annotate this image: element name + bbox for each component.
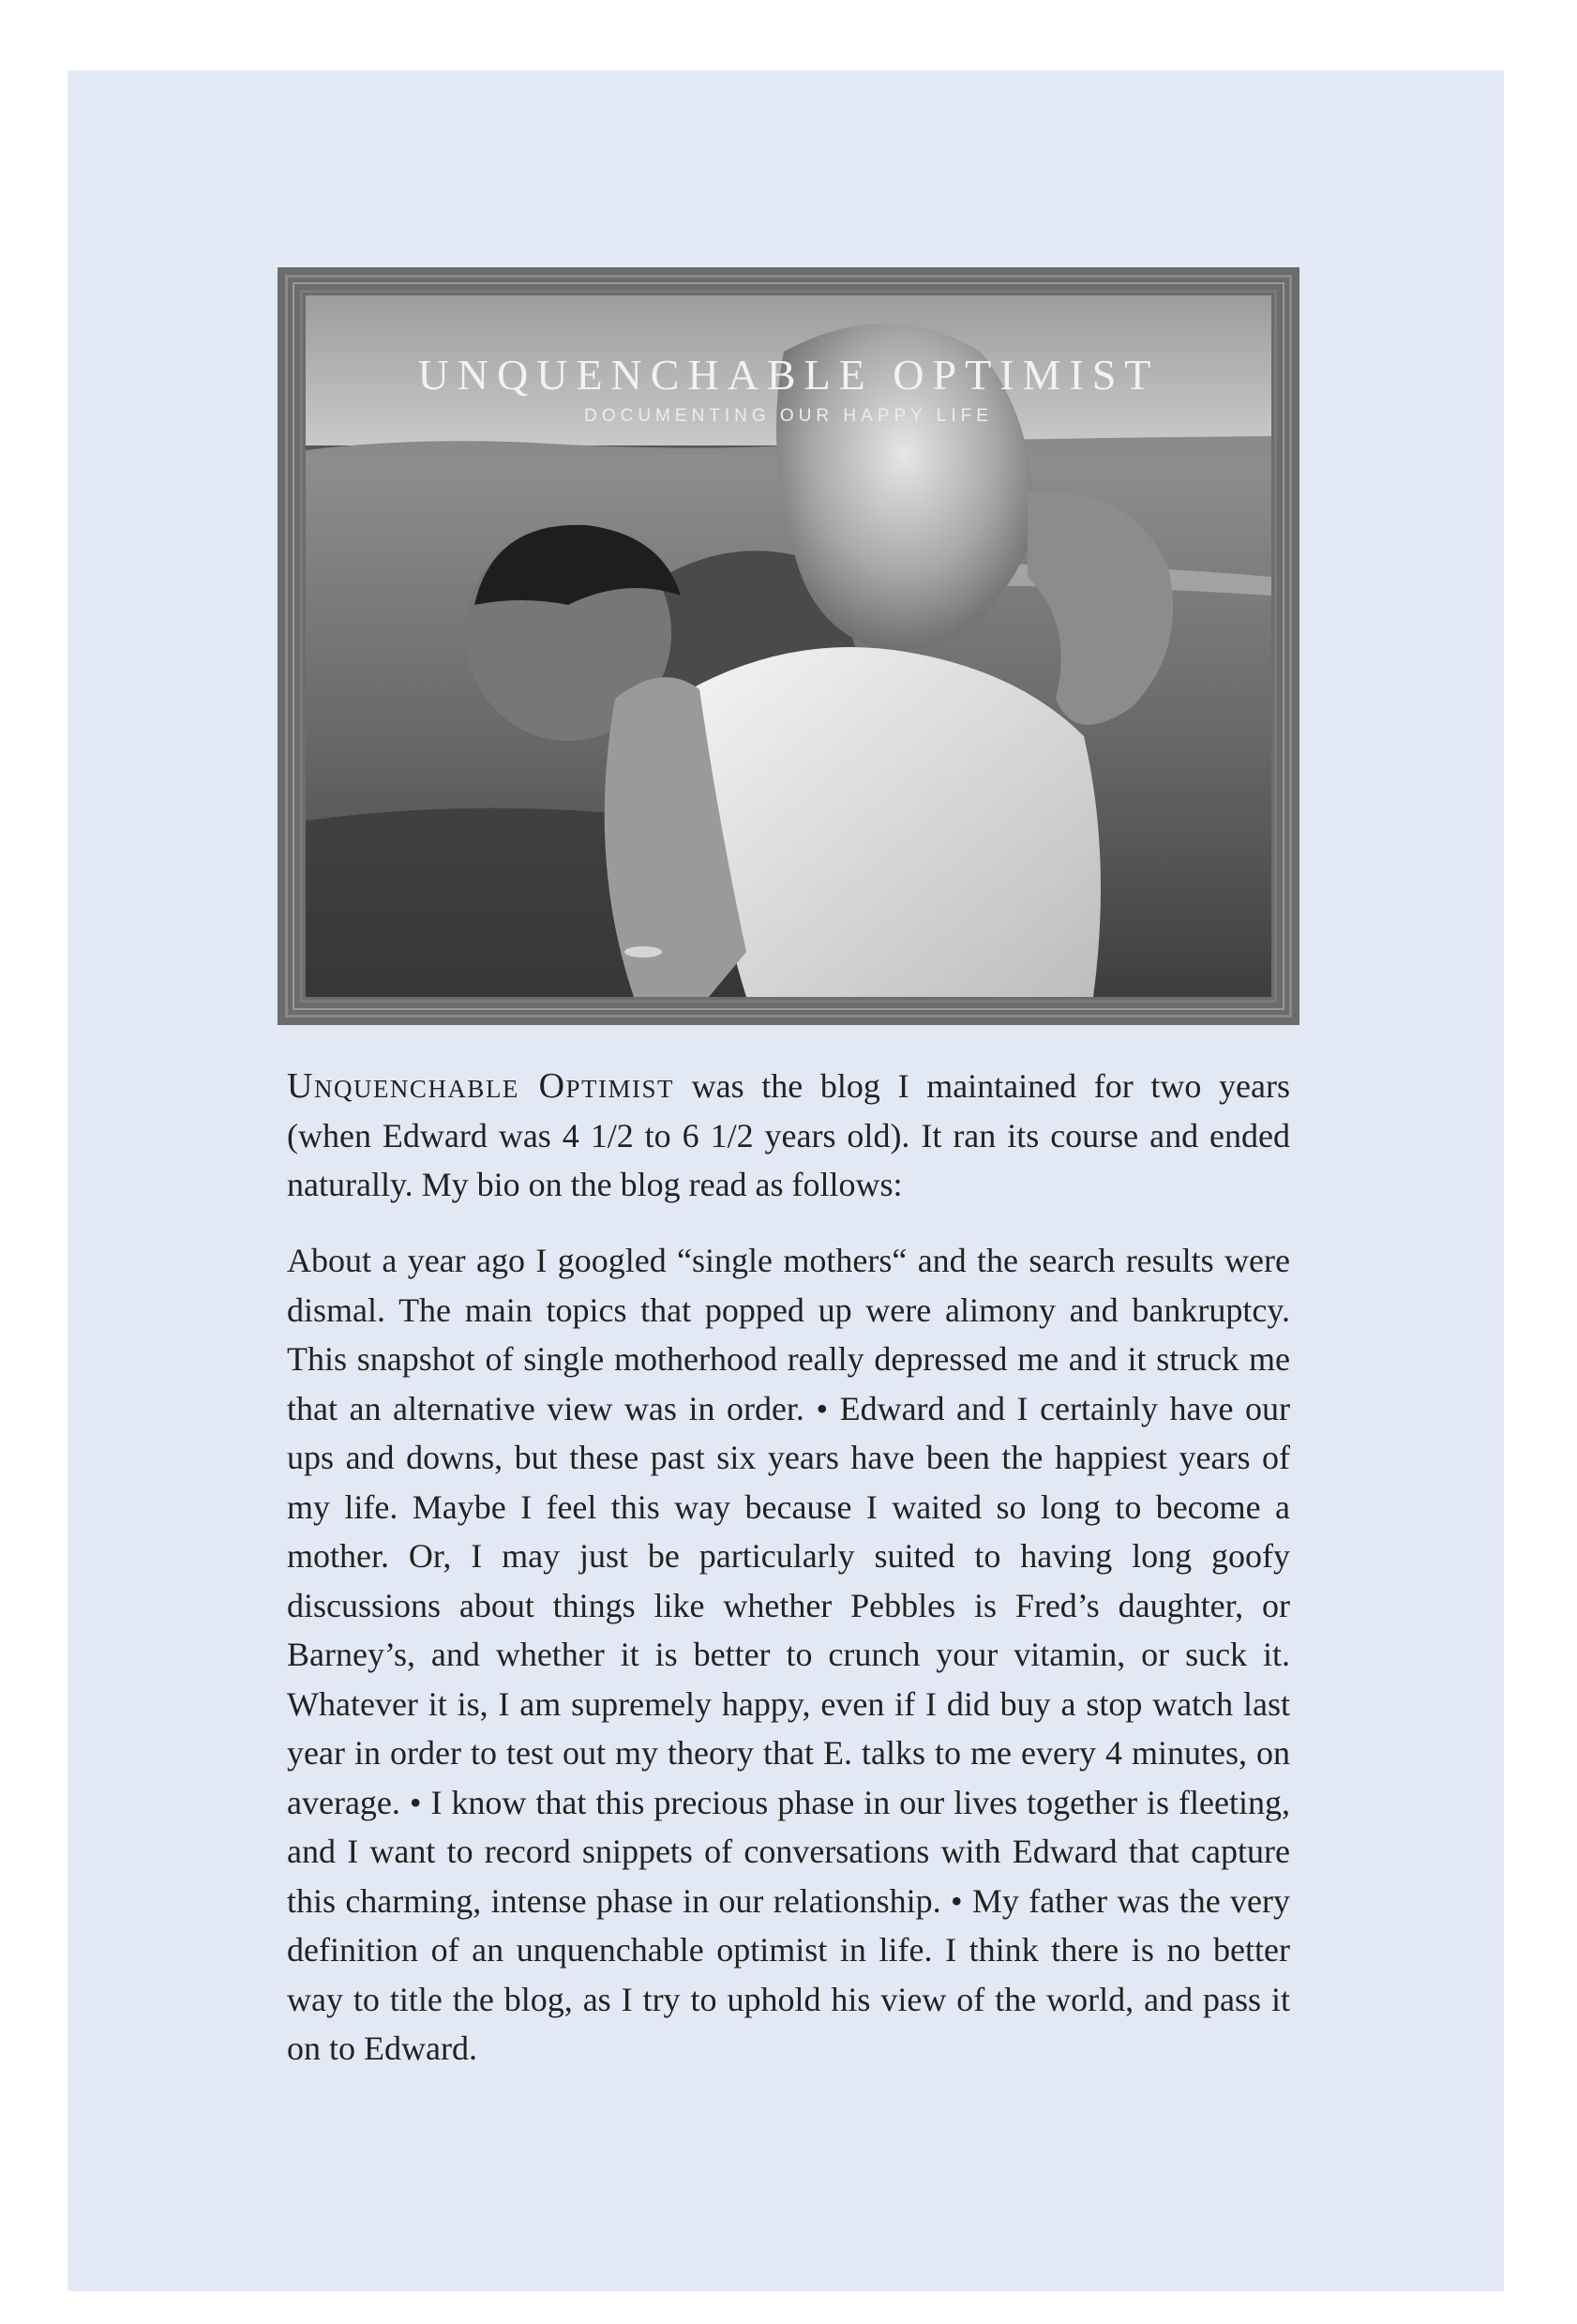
intro-text: was the blog I maintained for two years (when Edward was 4 1/2 to 6 1/2 years old). It ran its course and ended naturally. My bio on the blog read as follows: xyxy=(287,1067,1290,1203)
blog-header-tagline: DOCUMENTING OUR HAPPY LIFE xyxy=(584,406,993,426)
blog-name: Unquenchable Optimist xyxy=(287,1066,675,1106)
photo-frame xyxy=(278,267,1299,1025)
blog-header-title: UNQUENCHABLE OPTIMIST xyxy=(417,351,1160,399)
beach-scene-image xyxy=(306,295,1271,997)
beach-photo xyxy=(306,295,1271,997)
bio-paragraph: About a year ago I googled “single mothers“ and the search results were dismal. The main topics that popped up were alimony and bankruptcy. This snapshot of single motherhood really depressed me and it struck me that an alternative view was in order. • Edward and I certainly have our ups and downs, but these past six years have been the happiest years of my life. Maybe I feel this way because I waited so long to become a mother. Or, I may just be particularly suited to having long goofy discussions about things like whether Pebbles is Fred’s daughter, or Barney’s, and whether it is better to crunch your vitamin, or suck it. Whatever it is, I am supremely happy, even if I did buy a stop watch last year in order to test out my theory that E. talks to me every 4 minutes, on average. • I know that this precious phase in our lives together is fleeting, and I want to record snippets of conversations with Edward that capture this charming, intense phase in our relationship. • My father was the very definition of an unquenchable optimist in life. I think there is no better way to title the blog, as I try to uphold his view of the world, and pass it on to Edward. xyxy=(287,1242,1290,2067)
intro-paragraph xyxy=(287,1062,1290,1210)
